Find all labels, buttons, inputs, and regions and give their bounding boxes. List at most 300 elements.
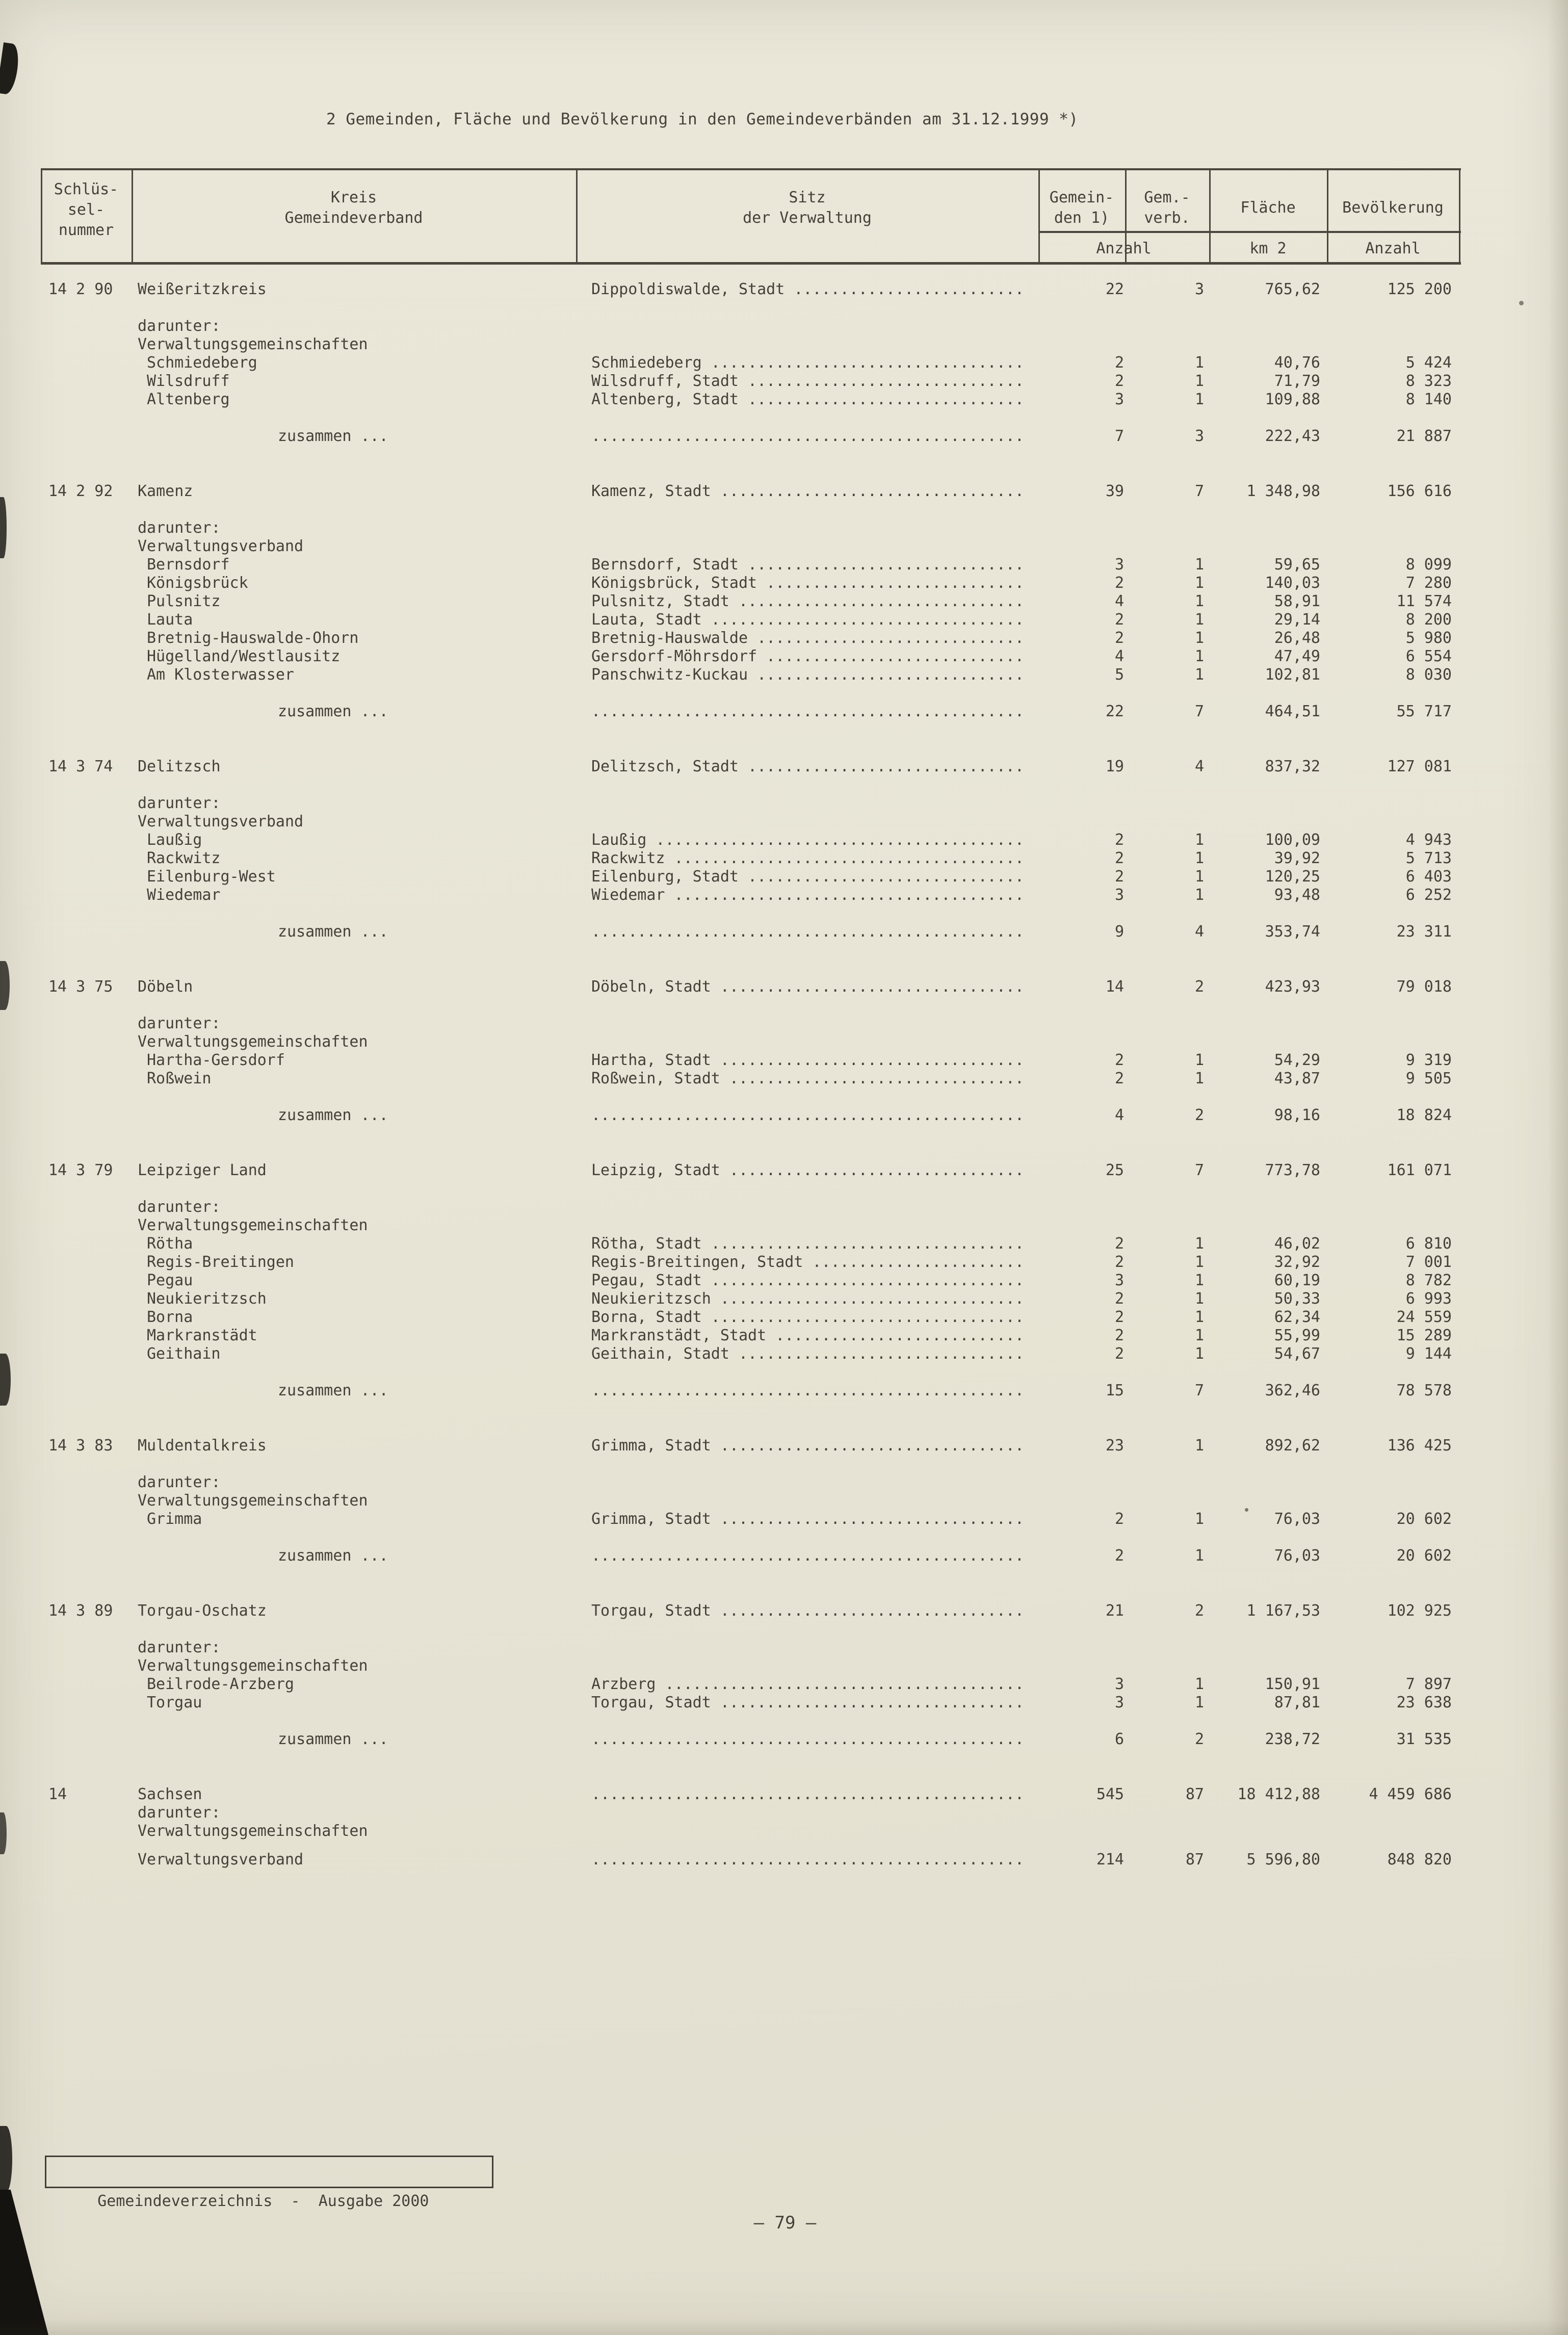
spacer-row — [0, 1767, 1568, 1785]
row-name: Verwaltungsverband — [138, 537, 304, 555]
row-flaeche-km2: 765,62 — [1265, 280, 1320, 298]
table-row — [0, 794, 1568, 813]
table-row — [0, 849, 1568, 868]
table-row — [0, 1198, 1568, 1216]
header-unit-anzahl-bevoelkerung: Anzahl — [1365, 240, 1421, 257]
row-bevoelkerung-count: 21 887 — [1396, 427, 1452, 445]
row-name: Kamenz — [138, 482, 193, 500]
spacer-row — [0, 996, 1568, 1015]
row-gemverb-count: 1 — [1194, 647, 1204, 665]
row-gemverb-count: 4 — [1194, 923, 1204, 941]
spacer-row — [0, 1088, 1568, 1106]
spacer-row — [0, 959, 1568, 978]
spacer-row — [0, 501, 1568, 519]
row-bevoelkerung-count: 4 943 — [1405, 831, 1452, 849]
row-name: Verwaltungsverband — [138, 813, 304, 831]
row-gemeinden-count: 2 — [1114, 1547, 1124, 1565]
row-name: Borna — [147, 1308, 193, 1326]
table-row — [0, 280, 1568, 299]
page-edge-shadow — [0, 2320, 1568, 2335]
row-sitz: Rackwitz ...................................... — [591, 849, 1024, 867]
row-name: darunter: — [138, 1015, 221, 1032]
table-row — [0, 1216, 1568, 1235]
row-gemeinden-count: 3 — [1114, 391, 1124, 408]
spacer-row — [0, 1180, 1568, 1198]
table-row — [0, 1657, 1568, 1675]
table-row — [0, 574, 1568, 592]
row-gemverb-count: 1 — [1194, 1272, 1204, 1289]
row-name: darunter: — [138, 1804, 221, 1822]
row-bevoelkerung-count: 18 824 — [1396, 1106, 1452, 1124]
table-row — [0, 813, 1568, 831]
row-gemeinden-count: 22 — [1105, 280, 1124, 298]
header-gemverb: Gem.- verb. — [1144, 189, 1190, 227]
row-gemverb-count: 1 — [1194, 372, 1204, 390]
row-gemverb-count: 2 — [1194, 1730, 1204, 1748]
spacer-row — [0, 1418, 1568, 1437]
table-row — [0, 1345, 1568, 1363]
spacer-row — [0, 1455, 1568, 1473]
row-flaeche-km2: 58,91 — [1274, 592, 1320, 610]
row-gemeinden-count: 2 — [1114, 1327, 1124, 1344]
row-bevoelkerung-count: 7 280 — [1405, 574, 1452, 592]
row-name: Hartha-Gersdorf — [147, 1051, 285, 1069]
table-row — [0, 592, 1568, 611]
row-gemverb-count: 2 — [1194, 978, 1204, 996]
table-row — [0, 391, 1568, 409]
row-flaeche-km2: 98,16 — [1274, 1106, 1320, 1124]
row-gemeinden-count: 2 — [1114, 372, 1124, 390]
row-sitz: Rötha, Stadt .................................. — [591, 1235, 1024, 1253]
row-flaeche-km2: 54,67 — [1274, 1345, 1320, 1363]
row-bevoelkerung-count: 6 403 — [1405, 868, 1452, 886]
table-row — [0, 1015, 1568, 1033]
row-gemeinden-count: 19 — [1105, 758, 1124, 775]
row-name: Verwaltungsgemeinschaften — [138, 1492, 368, 1510]
row-gemverb-count: 1 — [1194, 1437, 1204, 1455]
row-sitz: Altenberg, Stadt .............................. — [591, 391, 1024, 408]
table-row — [0, 1851, 1568, 1869]
table-row — [0, 1510, 1568, 1528]
header-mid-rule — [1038, 231, 1461, 233]
row-name: darunter: — [138, 1198, 221, 1216]
row-bevoelkerung-count: 7 001 — [1405, 1253, 1452, 1271]
spacer-row — [0, 1584, 1568, 1602]
row-bevoelkerung-count: 8 200 — [1405, 611, 1452, 629]
row-gemverb-count: 87 — [1185, 1851, 1204, 1869]
row-sitz: Leipzig, Stadt ................................ — [591, 1161, 1024, 1179]
spacer-row — [0, 1712, 1568, 1730]
row-gemeinden-count: 2 — [1114, 1510, 1124, 1528]
scan-speck — [1519, 301, 1524, 305]
row-bevoelkerung-count: 23 311 — [1396, 923, 1452, 941]
row-name: Grimma — [147, 1510, 202, 1528]
table-row — [0, 482, 1568, 501]
header-top-rule — [41, 168, 1461, 170]
row-flaeche-km2: 26,48 — [1274, 629, 1320, 647]
row-gemverb-count: 1 — [1194, 1051, 1204, 1069]
row-gemeinden-count: 2 — [1114, 849, 1124, 867]
row-name: Delitzsch — [138, 758, 221, 775]
row-bevoelkerung-count: 9 319 — [1405, 1051, 1452, 1069]
row-sitz: Wilsdruff, Stadt .............................. — [591, 372, 1024, 390]
row-gemverb-count: 1 — [1194, 611, 1204, 629]
spacer-row — [0, 776, 1568, 794]
table-row — [0, 1033, 1568, 1051]
page-edge-shadow — [1548, 0, 1568, 2335]
spacer-row — [0, 684, 1568, 703]
row-flaeche-km2: 1 348,98 — [1246, 482, 1320, 500]
row-name: Laußig — [147, 831, 202, 849]
row-name: Verwaltungsgemeinschaften — [138, 1216, 368, 1234]
row-gemverb-count: 1 — [1194, 666, 1204, 684]
row-gemverb-count: 7 — [1194, 482, 1204, 500]
row-gemverb-count: 1 — [1194, 1235, 1204, 1253]
table-row — [0, 1051, 1568, 1070]
table-row — [0, 611, 1568, 629]
table-row — [0, 703, 1568, 721]
spacer-row — [0, 1528, 1568, 1547]
row-gemverb-count: 1 — [1194, 849, 1204, 867]
row-key: 14 3 89 — [48, 1602, 113, 1620]
row-name: Beilrode-Arzberg — [147, 1675, 294, 1693]
row-gemeinden-count: 3 — [1114, 1272, 1124, 1289]
row-gemverb-count: 1 — [1194, 1290, 1204, 1308]
row-bevoelkerung-count: 8 030 — [1405, 666, 1452, 684]
row-gemverb-count: 1 — [1194, 391, 1204, 408]
scan-artifact — [0, 42, 21, 95]
row-bevoelkerung-count: 102 925 — [1387, 1602, 1452, 1620]
spacer-row — [0, 409, 1568, 427]
row-gemverb-count: 1 — [1194, 886, 1204, 904]
row-gemverb-count: 2 — [1194, 1602, 1204, 1620]
row-sitz: Kamenz, Stadt ................................. — [591, 482, 1024, 500]
row-name: darunter: — [138, 794, 221, 812]
row-flaeche-km2: 62,34 — [1274, 1308, 1320, 1326]
row-name: Neukieritzsch — [147, 1290, 267, 1308]
row-gemeinden-count: 9 — [1114, 923, 1124, 941]
row-flaeche-km2: 238,72 — [1265, 1730, 1320, 1748]
row-bevoelkerung-count: 7 897 — [1405, 1675, 1452, 1693]
table-row — [0, 1272, 1568, 1290]
row-bevoelkerung-count: 6 554 — [1405, 647, 1452, 665]
table-row — [0, 868, 1568, 886]
row-gemverb-count: 1 — [1194, 1694, 1204, 1711]
scan-artifact-corner — [0, 2190, 48, 2335]
header-bottom-rule — [41, 262, 1461, 265]
row-name: Verwaltungsgemeinschaften — [138, 335, 368, 353]
table-row — [0, 1675, 1568, 1694]
row-sitz: Grimma, Stadt ................................. — [591, 1437, 1024, 1455]
table-row — [0, 537, 1568, 556]
row-bevoelkerung-count: 78 578 — [1396, 1382, 1452, 1399]
row-gemverb-count: 4 — [1194, 758, 1204, 775]
row-gemeinden-count: 2 — [1114, 1253, 1124, 1271]
row-key: 14 3 83 — [48, 1437, 113, 1455]
row-gemeinden-count: 214 — [1096, 1851, 1124, 1869]
row-flaeche-km2: 18 412,88 — [1237, 1785, 1320, 1803]
row-flaeche-km2: 93,48 — [1274, 886, 1320, 904]
page-title: 2 Gemeinden, Fläche und Bevölkerung in den Gemeindeverbänden am 31.12.1999 *) — [326, 110, 1079, 128]
row-bevoelkerung-count: 8 782 — [1405, 1272, 1452, 1289]
row-name: Bretnig-Hauswalde-Ohorn — [147, 629, 359, 647]
row-sitz: Neukieritzsch ................................. — [591, 1290, 1024, 1308]
spacer-row — [0, 941, 1568, 959]
row-gemverb-count: 1 — [1194, 354, 1204, 372]
row-name: Geithain — [147, 1345, 221, 1363]
row-sitz: Wiedemar ...................................... — [591, 886, 1024, 904]
row-name: Am Klosterwasser — [147, 666, 294, 684]
header-unit-anzahl-gemeinden: Anzahl — [1096, 240, 1152, 257]
row-name: Pegau — [147, 1272, 193, 1289]
row-name: Regis-Breitingen — [147, 1253, 294, 1271]
scan-speck — [1245, 1508, 1248, 1512]
table-row — [0, 1253, 1568, 1272]
page-number: – 79 – — [753, 2213, 817, 2233]
table-row — [0, 1437, 1568, 1455]
row-gemeinden-count: 2 — [1114, 574, 1124, 592]
row-gemverb-count: 2 — [1194, 1106, 1204, 1124]
table-row — [0, 1639, 1568, 1657]
table-row — [0, 1327, 1568, 1345]
header-kreis-gemeindeverband: Kreis Gemeindeverband — [284, 189, 423, 227]
row-bevoelkerung-count: 4 459 686 — [1369, 1785, 1452, 1803]
row-name: Torgau — [147, 1694, 202, 1711]
row-bevoelkerung-count: 15 289 — [1396, 1327, 1452, 1344]
row-flaeche-km2: 32,92 — [1274, 1253, 1320, 1271]
row-flaeche-km2: 353,74 — [1265, 923, 1320, 941]
row-bevoelkerung-count: 8 140 — [1405, 391, 1452, 408]
row-gemeinden-count: 2 — [1114, 868, 1124, 886]
row-gemeinden-count: 3 — [1114, 886, 1124, 904]
table-row — [0, 1730, 1568, 1749]
row-name: Hügelland/Westlausitz — [147, 647, 341, 665]
row-bevoelkerung-count: 5 424 — [1405, 354, 1452, 372]
row-name: Rackwitz — [147, 849, 221, 867]
table-row — [0, 1308, 1568, 1327]
row-name: Lauta — [147, 611, 193, 629]
spacer-row — [0, 464, 1568, 482]
row-flaeche-km2: 59,65 — [1274, 556, 1320, 574]
row-gemeinden-count: 4 — [1114, 1106, 1124, 1124]
spacer-row — [0, 721, 1568, 739]
row-flaeche-km2: 222,43 — [1265, 427, 1320, 445]
row-flaeche-km2: 1 167,53 — [1246, 1602, 1320, 1620]
spacer-row — [0, 1363, 1568, 1382]
row-flaeche-km2: 5 596,80 — [1246, 1851, 1320, 1869]
scan-artifact — [0, 1812, 7, 1854]
table-row — [0, 978, 1568, 996]
row-bevoelkerung-count: 127 081 — [1387, 758, 1452, 775]
table-row — [0, 666, 1568, 684]
row-bevoelkerung-count: 9 144 — [1405, 1345, 1452, 1363]
row-gemeinden-count: 4 — [1114, 647, 1124, 665]
row-sitz: Bernsdorf, Stadt .............................. — [591, 556, 1024, 574]
row-bevoelkerung-count: 161 071 — [1387, 1161, 1452, 1179]
row-gemeinden-count: 2 — [1114, 354, 1124, 372]
row-zusammen-label: zusammen ... — [278, 703, 388, 720]
spacer-row — [0, 1620, 1568, 1639]
row-gemeinden-count: 2 — [1114, 1235, 1124, 1253]
row-flaeche-km2: 55,99 — [1274, 1327, 1320, 1344]
row-bevoelkerung-count: 8 099 — [1405, 556, 1452, 574]
row-gemeinden-count: 14 — [1105, 978, 1124, 996]
row-bevoelkerung-count: 20 602 — [1396, 1547, 1452, 1565]
row-name: Wiedemar — [147, 886, 221, 904]
row-gemeinden-count: 6 — [1114, 1730, 1124, 1748]
row-name: Altenberg — [147, 391, 230, 408]
row-sitz: Schmiedeberg .................................. — [591, 354, 1024, 372]
row-sitz: Eilenburg, Stadt .............................. — [591, 868, 1024, 886]
table-row — [0, 1106, 1568, 1125]
row-sitz: Königsbrück, Stadt ............................ — [591, 574, 1024, 592]
table-row — [0, 335, 1568, 354]
row-flaeche-km2: 39,92 — [1274, 849, 1320, 867]
row-flaeche-km2: 102,81 — [1265, 666, 1320, 684]
row-name: Verwaltungsgemeinschaften — [138, 1657, 368, 1675]
row-bevoelkerung-count: 9 505 — [1405, 1070, 1452, 1087]
table-row — [0, 1235, 1568, 1253]
row-bevoelkerung-count: 55 717 — [1396, 703, 1452, 720]
row-gemeinden-count: 2 — [1114, 831, 1124, 849]
row-sitz: ............................................... — [591, 923, 1024, 941]
row-sitz: ............................................... — [591, 1730, 1024, 1748]
row-name: darunter: — [138, 1639, 221, 1656]
row-zusammen-label: zusammen ... — [278, 1730, 388, 1748]
row-sitz: Pegau, Stadt .................................. — [591, 1272, 1024, 1289]
footer-box-label: Gemeindeverzeichnis - Ausgabe 2000 — [97, 2192, 429, 2210]
row-gemeinden-count: 7 — [1114, 427, 1124, 445]
row-bevoelkerung-count: 8 323 — [1405, 372, 1452, 390]
spacer-row — [0, 1125, 1568, 1143]
row-flaeche-km2: 423,93 — [1265, 978, 1320, 996]
row-name: Rötha — [147, 1235, 193, 1253]
table-right-border — [1459, 168, 1460, 265]
spacer-row — [0, 1400, 1568, 1418]
row-flaeche-km2: 100,09 — [1265, 831, 1320, 849]
row-gemeinden-count: 39 — [1105, 482, 1124, 500]
row-sitz: Delitzsch, Stadt .............................. — [591, 758, 1024, 775]
row-sitz: Panschwitz-Kuckau ............................. — [591, 666, 1024, 684]
row-name: Bernsdorf — [147, 556, 230, 574]
row-gemeinden-count: 2 — [1114, 1051, 1124, 1069]
table-row — [0, 886, 1568, 904]
row-sitz: Gersdorf-Möhrsdorf ............................ — [591, 647, 1024, 665]
table-row — [0, 923, 1568, 941]
row-sitz: Hartha, Stadt ................................. — [591, 1051, 1024, 1069]
scan-artifact — [0, 961, 10, 1010]
row-gemverb-count: 1 — [1194, 592, 1204, 610]
row-key: 14 3 79 — [48, 1161, 113, 1179]
row-gemverb-count: 1 — [1194, 1547, 1204, 1565]
header-flaeche: Fläche — [1240, 199, 1296, 217]
row-flaeche-km2: 140,03 — [1265, 574, 1320, 592]
row-sitz: Geithain, Stadt ............................... — [591, 1345, 1024, 1363]
spacer-row — [0, 1143, 1568, 1161]
row-gemverb-count: 3 — [1194, 280, 1204, 298]
scan-artifact — [0, 497, 7, 558]
row-bevoelkerung-count: 6 810 — [1405, 1235, 1452, 1253]
row-sitz: ............................................... — [591, 427, 1024, 445]
row-sitz: ............................................... — [591, 1851, 1024, 1869]
table-row — [0, 1785, 1568, 1804]
row-gemverb-count: 1 — [1194, 1675, 1204, 1693]
row-sitz: Bretnig-Hauswalde ............................. — [591, 629, 1024, 647]
row-gemeinden-count: 3 — [1114, 1675, 1124, 1693]
row-bevoelkerung-count: 31 535 — [1396, 1730, 1452, 1748]
row-gemeinden-count: 25 — [1105, 1161, 1124, 1179]
row-key: 14 3 74 — [48, 758, 113, 775]
row-gemverb-count: 1 — [1194, 1308, 1204, 1326]
row-name: Pulsnitz — [147, 592, 221, 610]
row-bevoelkerung-count: 5 980 — [1405, 629, 1452, 647]
row-gemeinden-count: 2 — [1114, 1345, 1124, 1363]
row-sitz: Pulsnitz, Stadt ............................... — [591, 592, 1024, 610]
row-flaeche-km2: 71,79 — [1274, 372, 1320, 390]
row-gemverb-count: 1 — [1194, 1510, 1204, 1528]
row-name: darunter: — [138, 317, 221, 335]
table-row — [0, 354, 1568, 372]
row-name: Weißeritzkreis — [138, 280, 267, 298]
row-bevoelkerung-count: 24 559 — [1396, 1308, 1452, 1326]
row-flaeche-km2: 43,87 — [1274, 1070, 1320, 1087]
row-flaeche-km2: 60,19 — [1274, 1272, 1320, 1289]
row-name: Döbeln — [138, 978, 193, 996]
spacer-row — [0, 1840, 1568, 1851]
row-name: Schmiedeberg — [147, 354, 257, 372]
row-sitz: Roßwein, Stadt ................................ — [591, 1070, 1024, 1087]
table-row — [0, 1070, 1568, 1088]
row-sitz: ............................................... — [591, 1382, 1024, 1399]
row-flaeche-km2: 47,49 — [1274, 647, 1320, 665]
row-gemverb-count: 7 — [1194, 1161, 1204, 1179]
row-zusammen-label: zusammen ... — [278, 427, 388, 445]
row-zusammen-label: zusammen ... — [278, 923, 388, 941]
table-row — [0, 556, 1568, 574]
row-name: Verwaltungsgemeinschaften — [138, 1822, 368, 1840]
row-flaeche-km2: 46,02 — [1274, 1235, 1320, 1253]
row-name: Wilsdruff — [147, 372, 230, 390]
row-gemeinden-count: 2 — [1114, 1308, 1124, 1326]
row-name: Torgau-Oschatz — [138, 1602, 267, 1620]
row-sitz: Lauta, Stadt .................................. — [591, 611, 1024, 629]
row-gemverb-count: 7 — [1194, 1382, 1204, 1399]
row-bevoelkerung-count: 848 820 — [1387, 1851, 1452, 1869]
row-sitz: Markranstädt, Stadt ........................... — [591, 1327, 1024, 1344]
footer-box — [45, 2156, 493, 2210]
row-sitz: Torgau, Stadt ................................. — [591, 1602, 1024, 1620]
spacer-row — [0, 1565, 1568, 1584]
row-sitz: Döbeln, Stadt ................................. — [591, 978, 1024, 996]
row-sitz: ............................................... — [591, 1547, 1024, 1565]
row-key: 14 2 90 — [48, 280, 113, 298]
header-schluesselnummer: Schlüs- sel- nummer — [54, 180, 119, 239]
row-gemverb-count: 7 — [1194, 703, 1204, 720]
row-flaeche-km2: 362,46 — [1265, 1382, 1320, 1399]
row-name: Markranstädt — [147, 1327, 257, 1344]
row-flaeche-km2: 464,51 — [1265, 703, 1320, 720]
row-gemeinden-count: 23 — [1105, 1437, 1124, 1455]
row-gemeinden-count: 545 — [1096, 1785, 1124, 1803]
table-row — [0, 519, 1568, 537]
row-flaeche-km2: 76,03 — [1274, 1547, 1320, 1565]
row-flaeche-km2: 837,32 — [1265, 758, 1320, 775]
row-bevoelkerung-count: 125 200 — [1387, 280, 1452, 298]
table-row — [0, 629, 1568, 647]
row-gemeinden-count: 22 — [1105, 703, 1124, 720]
table-body — [0, 280, 1568, 1869]
row-flaeche-km2: 50,33 — [1274, 1290, 1320, 1308]
